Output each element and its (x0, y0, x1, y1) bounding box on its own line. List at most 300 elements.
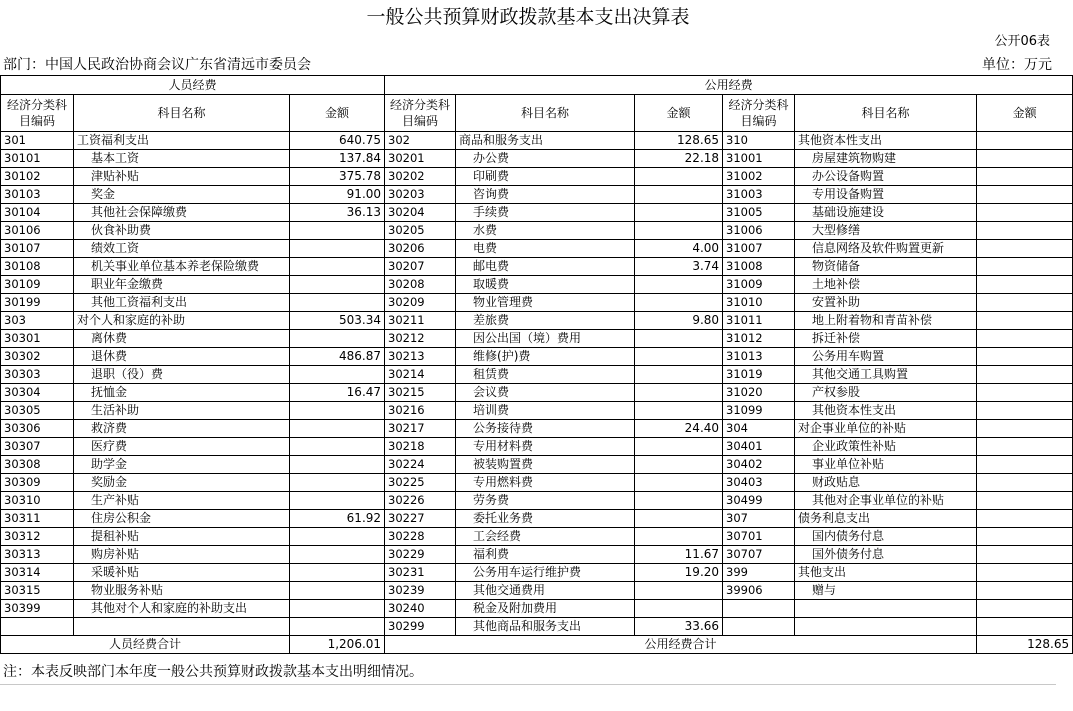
cell-amount (977, 258, 1073, 276)
cell-code: 30701 (723, 528, 795, 546)
cell-code: 303 (1, 312, 74, 330)
cell-amount (977, 474, 1073, 492)
cell-item-name: 机关事业单位基本养老保险缴费 (74, 258, 290, 276)
cell-code: 31003 (723, 186, 795, 204)
cell-item-name: 债务利息支出 (795, 510, 977, 528)
cell-amount: 486.87 (290, 348, 385, 366)
cell-item-name: 工会经费 (456, 528, 635, 546)
cell-code: 304 (723, 420, 795, 438)
cell-code: 30218 (385, 438, 456, 456)
cell-item-name: 工资福利支出 (74, 132, 290, 150)
cell-item-name: 水费 (456, 222, 635, 240)
cell-code: 30240 (385, 600, 456, 618)
cell-code: 30310 (1, 492, 74, 510)
cell-code: 30401 (723, 438, 795, 456)
cell-code: 30227 (385, 510, 456, 528)
table-row (1, 420, 1073, 438)
cell-amount (977, 168, 1073, 186)
table-row (1, 348, 1073, 366)
table-row (1, 258, 1073, 276)
header-amount: 金额 (977, 95, 1073, 132)
cell-amount (977, 510, 1073, 528)
cell-item-name: 手续费 (456, 204, 635, 222)
cell-amount (635, 582, 723, 600)
cell-code: 30107 (1, 240, 74, 258)
cell-amount (635, 492, 723, 510)
cell-amount (977, 186, 1073, 204)
header-amount: 金额 (635, 95, 723, 132)
cell-amount (635, 330, 723, 348)
cell-item-name: 专用材料费 (456, 438, 635, 456)
cell-code: 30211 (385, 312, 456, 330)
personnel-total-label: 人员经费合计 (1, 636, 290, 654)
cell-code: 30311 (1, 510, 74, 528)
header-code: 经济分类科目编码 (1, 95, 74, 132)
cell-amount (290, 222, 385, 240)
cell-code: 30231 (385, 564, 456, 582)
cell-item-name: 印刷费 (456, 168, 635, 186)
cell-amount (635, 510, 723, 528)
cell-amount: 36.13 (290, 204, 385, 222)
cell-item-name: 维修(护)费 (456, 348, 635, 366)
cell-item-name (795, 600, 977, 618)
cell-item-name: 奖金 (74, 186, 290, 204)
cell-amount (977, 564, 1073, 582)
cell-item-name: 生活补助 (74, 402, 290, 420)
cell-amount: 3.74 (635, 258, 723, 276)
cell-code: 30207 (385, 258, 456, 276)
cell-item-name: 公务接待费 (456, 420, 635, 438)
cell-item-name: 税金及附加费用 (456, 600, 635, 618)
cell-code: 30214 (385, 366, 456, 384)
cell-code: 31007 (723, 240, 795, 258)
cell-amount (290, 564, 385, 582)
cell-item-name: 土地补偿 (795, 276, 977, 294)
cell-code: 30313 (1, 546, 74, 564)
cell-amount (977, 402, 1073, 420)
cell-code (723, 618, 795, 636)
cell-code: 30213 (385, 348, 456, 366)
cell-amount (977, 528, 1073, 546)
cell-item-name: 公务用车运行维护费 (456, 564, 635, 582)
cell-item-name: 租赁费 (456, 366, 635, 384)
table-row (1, 276, 1073, 294)
cell-item-name: 物资储备 (795, 258, 977, 276)
cell-amount (635, 348, 723, 366)
cell-code: 30306 (1, 420, 74, 438)
cell-amount: 640.75 (290, 132, 385, 150)
cell-amount (635, 600, 723, 618)
cell-code: 310 (723, 132, 795, 150)
cell-code: 30102 (1, 168, 74, 186)
cell-item-name: 其他资本性支出 (795, 132, 977, 150)
cell-amount: 91.00 (290, 186, 385, 204)
cell-code: 31010 (723, 294, 795, 312)
table-row (1, 294, 1073, 312)
cell-amount (977, 204, 1073, 222)
table-row (1, 474, 1073, 492)
cell-amount (977, 150, 1073, 168)
cell-item-name: 其他对企事业单位的补贴 (795, 492, 977, 510)
cell-item-name: 物业服务补贴 (74, 582, 290, 600)
cell-item-name: 邮电费 (456, 258, 635, 276)
cell-amount (977, 582, 1073, 600)
unit-label: 单位：万元 (982, 57, 1052, 73)
cell-amount (635, 276, 723, 294)
cell-item-name: 商品和服务支出 (456, 132, 635, 150)
table-row (1, 510, 1073, 528)
cell-item-name: 公务用车购置 (795, 348, 977, 366)
table-row (1, 132, 1073, 150)
table-row (1, 528, 1073, 546)
cell-amount: 33.66 (635, 618, 723, 636)
cell-item-name: 国外债务付息 (795, 546, 977, 564)
cell-item-name: 其他社会保障缴费 (74, 204, 290, 222)
cell-amount (977, 438, 1073, 456)
cell-code: 30228 (385, 528, 456, 546)
table-row (1, 222, 1073, 240)
cell-amount (977, 618, 1073, 636)
header-name: 科目名称 (795, 95, 977, 132)
cell-item-name: 因公出国（境）费用 (456, 330, 635, 348)
cell-item-name: 伙食补助费 (74, 222, 290, 240)
cell-code: 30216 (385, 402, 456, 420)
cell-amount: 137.84 (290, 150, 385, 168)
table-row (1, 492, 1073, 510)
cell-amount (290, 240, 385, 258)
cell-amount (977, 330, 1073, 348)
cell-item-name: 生产补贴 (74, 492, 290, 510)
cell-amount (635, 186, 723, 204)
cell-amount (290, 330, 385, 348)
department-label: 部门：中国人民政治协商会议广东省清远市委员会 (3, 57, 311, 73)
cell-amount (290, 294, 385, 312)
cell-code: 30101 (1, 150, 74, 168)
personnel-total-value: 1,206.01 (290, 636, 385, 654)
cell-item-name: 津贴补贴 (74, 168, 290, 186)
cell-amount (290, 492, 385, 510)
cell-code: 30399 (1, 600, 74, 618)
cell-code: 30312 (1, 528, 74, 546)
table-row (1, 186, 1073, 204)
cell-item-name: 咨询费 (456, 186, 635, 204)
table-row (1, 240, 1073, 258)
cell-item-name: 电费 (456, 240, 635, 258)
divider (0, 684, 1056, 685)
table-row (1, 312, 1073, 330)
cell-amount (977, 276, 1073, 294)
cell-item-name: 培训费 (456, 402, 635, 420)
cell-code: 30224 (385, 456, 456, 474)
cell-code: 31019 (723, 366, 795, 384)
cell-item-name: 事业单位补贴 (795, 456, 977, 474)
totals-row (1, 636, 1073, 654)
cell-item-name: 其他工资福利支出 (74, 294, 290, 312)
cell-code: 30403 (723, 474, 795, 492)
cell-amount: 22.18 (635, 150, 723, 168)
expenditure-table (0, 75, 1073, 654)
cell-amount (290, 366, 385, 384)
cell-code: 31099 (723, 402, 795, 420)
cell-item-name: 福利费 (456, 546, 635, 564)
cell-item-name: 奖励金 (74, 474, 290, 492)
header-name: 科目名称 (456, 95, 635, 132)
cell-amount (290, 456, 385, 474)
cell-code: 31008 (723, 258, 795, 276)
table-row (1, 600, 1073, 618)
cell-amount (635, 474, 723, 492)
header-code: 经济分类科目编码 (723, 95, 795, 132)
table-row (1, 330, 1073, 348)
cell-code: 31020 (723, 384, 795, 402)
cell-amount (290, 582, 385, 600)
cell-code: 30226 (385, 492, 456, 510)
cell-amount (977, 546, 1073, 564)
cell-code: 302 (385, 132, 456, 150)
cell-code: 30305 (1, 402, 74, 420)
cell-item-name: 救济费 (74, 420, 290, 438)
cell-item-name: 信息网络及软件购置更新 (795, 240, 977, 258)
cell-code: 30225 (385, 474, 456, 492)
cell-item-name: 提租补贴 (74, 528, 290, 546)
cell-amount (635, 168, 723, 186)
cell-item-name: 退职（役）费 (74, 366, 290, 384)
cell-amount: 503.34 (290, 312, 385, 330)
cell-amount: 375.78 (290, 168, 385, 186)
cell-code: 30202 (385, 168, 456, 186)
cell-code: 30204 (385, 204, 456, 222)
cell-amount (977, 222, 1073, 240)
cell-code: 31011 (723, 312, 795, 330)
cell-item-name: 地上附着物和青苗补偿 (795, 312, 977, 330)
cell-code: 30299 (385, 618, 456, 636)
cell-item-name (795, 618, 977, 636)
cell-code: 31009 (723, 276, 795, 294)
cell-code (723, 600, 795, 618)
section-personnel-header: 人员经费 (1, 76, 385, 95)
cell-code: 30217 (385, 420, 456, 438)
cell-code: 30239 (385, 582, 456, 600)
table-row (1, 438, 1073, 456)
cell-item-name: 专用燃料费 (456, 474, 635, 492)
section-public-header: 公用经费 (385, 76, 1073, 95)
cell-amount: 19.20 (635, 564, 723, 582)
cell-amount (977, 348, 1073, 366)
cell-code: 31002 (723, 168, 795, 186)
cell-item-name (74, 618, 290, 636)
table-row (1, 366, 1073, 384)
table-row (1, 384, 1073, 402)
cell-code: 31005 (723, 204, 795, 222)
header-name: 科目名称 (74, 95, 290, 132)
cell-item-name: 企业政策性补贴 (795, 438, 977, 456)
cell-code: 30402 (723, 456, 795, 474)
cell-item-name: 助学金 (74, 456, 290, 474)
cell-code: 30205 (385, 222, 456, 240)
cell-amount: 16.47 (290, 384, 385, 402)
cell-amount (635, 222, 723, 240)
table-row (1, 564, 1073, 582)
cell-code: 30215 (385, 384, 456, 402)
cell-amount (635, 366, 723, 384)
cell-code: 30303 (1, 366, 74, 384)
cell-item-name: 对企事业单位的补贴 (795, 420, 977, 438)
page-title: 一般公共预算财政拨款基本支出决算表 (366, 6, 690, 28)
cell-code: 30109 (1, 276, 74, 294)
cell-item-name: 劳务费 (456, 492, 635, 510)
cell-amount: 24.40 (635, 420, 723, 438)
cell-amount (290, 420, 385, 438)
cell-item-name: 办公设备购置 (795, 168, 977, 186)
cell-item-name: 大型修缮 (795, 222, 977, 240)
cell-code: 31001 (723, 150, 795, 168)
form-code: 公开06表 (994, 34, 1050, 49)
cell-code: 30106 (1, 222, 74, 240)
table-row (1, 204, 1073, 222)
cell-item-name: 抚恤金 (74, 384, 290, 402)
cell-code: 30707 (723, 546, 795, 564)
cell-amount (290, 618, 385, 636)
table-row (1, 456, 1073, 474)
cell-item-name: 财政贴息 (795, 474, 977, 492)
cell-item-name: 其他交通工具购置 (795, 366, 977, 384)
cell-code: 31013 (723, 348, 795, 366)
header-code: 经济分类科目编码 (385, 95, 456, 132)
cell-code: 399 (723, 564, 795, 582)
cell-amount (290, 528, 385, 546)
cell-code: 30199 (1, 294, 74, 312)
cell-code: 30104 (1, 204, 74, 222)
cell-code: 30307 (1, 438, 74, 456)
cell-item-name: 物业管理费 (456, 294, 635, 312)
table-row (1, 618, 1073, 636)
cell-code: 30103 (1, 186, 74, 204)
cell-amount: 9.80 (635, 312, 723, 330)
cell-code: 30309 (1, 474, 74, 492)
cell-amount (977, 492, 1073, 510)
cell-code: 30304 (1, 384, 74, 402)
cell-code: 30201 (385, 150, 456, 168)
cell-amount (635, 204, 723, 222)
cell-amount (977, 420, 1073, 438)
cell-code: 30229 (385, 546, 456, 564)
cell-code (1, 618, 74, 636)
table-row (1, 402, 1073, 420)
cell-amount (290, 474, 385, 492)
cell-item-name: 其他对个人和家庭的补助支出 (74, 600, 290, 618)
cell-amount (290, 546, 385, 564)
cell-code: 30314 (1, 564, 74, 582)
cell-code: 30308 (1, 456, 74, 474)
cell-code: 307 (723, 510, 795, 528)
cell-amount: 61.92 (290, 510, 385, 528)
cell-amount (290, 600, 385, 618)
cell-item-name: 赠与 (795, 582, 977, 600)
table-row (1, 546, 1073, 564)
cell-item-name: 专用设备购置 (795, 186, 977, 204)
footnote: 注：本表反映部门本年度一般公共预算财政拨款基本支出明细情况。 (3, 664, 423, 680)
cell-code: 31006 (723, 222, 795, 240)
column-header-row (1, 95, 1073, 132)
header-amount: 金额 (290, 95, 385, 132)
cell-item-name: 委托业务费 (456, 510, 635, 528)
cell-amount (977, 600, 1073, 618)
cell-code: 30208 (385, 276, 456, 294)
cell-amount (635, 294, 723, 312)
cell-amount (635, 528, 723, 546)
cell-item-name: 被装购置费 (456, 456, 635, 474)
cell-item-name: 基本工资 (74, 150, 290, 168)
cell-code: 30302 (1, 348, 74, 366)
cell-amount (635, 384, 723, 402)
cell-item-name: 其他支出 (795, 564, 977, 582)
cell-item-name: 购房补贴 (74, 546, 290, 564)
cell-amount: 11.67 (635, 546, 723, 564)
cell-item-name: 其他商品和服务支出 (456, 618, 635, 636)
cell-item-name: 基础设施建设 (795, 204, 977, 222)
cell-item-name: 产权参股 (795, 384, 977, 402)
cell-item-name: 采暖补贴 (74, 564, 290, 582)
cell-code: 30499 (723, 492, 795, 510)
cell-item-name: 医疗费 (74, 438, 290, 456)
cell-amount (977, 384, 1073, 402)
cell-code: 39906 (723, 582, 795, 600)
cell-item-name: 取暖费 (456, 276, 635, 294)
cell-amount (977, 366, 1073, 384)
cell-amount (977, 294, 1073, 312)
cell-item-name: 办公费 (456, 150, 635, 168)
cell-amount (977, 240, 1073, 258)
cell-item-name: 安置补助 (795, 294, 977, 312)
public-total-label: 公用经费合计 (385, 636, 977, 654)
cell-item-name: 住房公积金 (74, 510, 290, 528)
cell-item-name: 离休费 (74, 330, 290, 348)
cell-code: 30206 (385, 240, 456, 258)
cell-item-name: 职业年金缴费 (74, 276, 290, 294)
cell-item-name: 差旅费 (456, 312, 635, 330)
cell-amount (635, 438, 723, 456)
table-row (1, 168, 1073, 186)
cell-amount (290, 276, 385, 294)
cell-code: 30108 (1, 258, 74, 276)
table-row (1, 582, 1073, 600)
cell-code: 30203 (385, 186, 456, 204)
table-row (1, 150, 1073, 168)
cell-amount: 4.00 (635, 240, 723, 258)
cell-code: 30315 (1, 582, 74, 600)
cell-code: 30301 (1, 330, 74, 348)
cell-item-name: 房屋建筑物购建 (795, 150, 977, 168)
cell-item-name: 对个人和家庭的补助 (74, 312, 290, 330)
cell-amount (977, 132, 1073, 150)
cell-amount (977, 456, 1073, 474)
cell-code: 30212 (385, 330, 456, 348)
cell-amount (290, 438, 385, 456)
cell-item-name: 会议费 (456, 384, 635, 402)
cell-item-name: 其他资本性支出 (795, 402, 977, 420)
cell-code: 301 (1, 132, 74, 150)
cell-amount (290, 402, 385, 420)
cell-amount (635, 402, 723, 420)
cell-code: 31012 (723, 330, 795, 348)
cell-amount (635, 456, 723, 474)
cell-item-name: 绩效工资 (74, 240, 290, 258)
cell-item-name: 其他交通费用 (456, 582, 635, 600)
public-total-value: 128.65 (977, 636, 1073, 654)
cell-item-name: 拆迁补偿 (795, 330, 977, 348)
cell-item-name: 退休费 (74, 348, 290, 366)
cell-amount (977, 312, 1073, 330)
